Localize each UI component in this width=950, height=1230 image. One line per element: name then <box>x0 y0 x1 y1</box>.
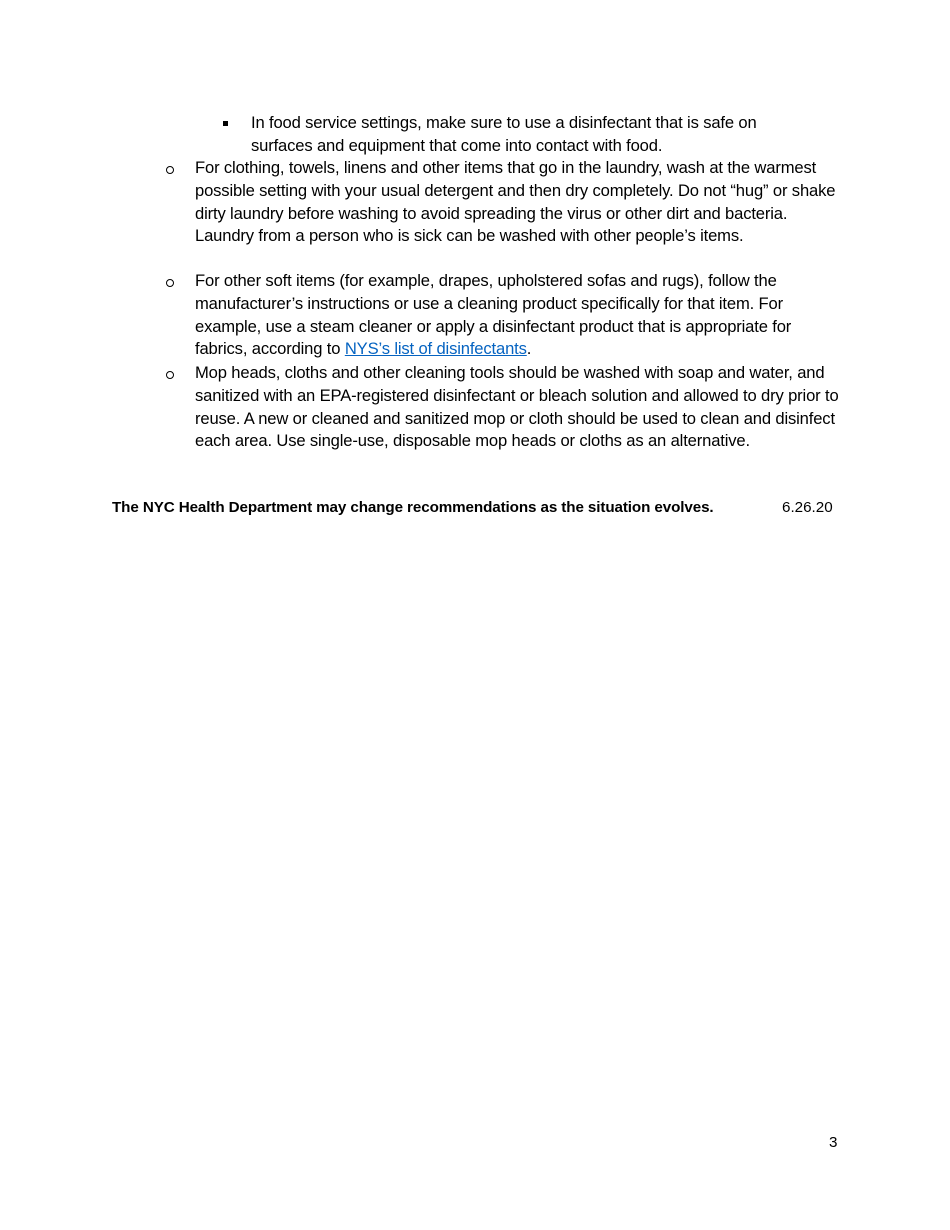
circle-bullet-icon <box>166 270 178 287</box>
square-bullet-icon <box>223 112 231 126</box>
soft-items-text: For other soft items (for example, drapes, upholstered sofas and rugs), follow the manufacturer’s instructions or use a cleaning product specifically for that item. For example, use a steam cleaner or apply a disinfectant product that is appropriate for fabrics, according to <box>195 271 792 359</box>
circle-bullet-icon <box>166 157 178 174</box>
list-item-text: For clothing, towels, linens and other items that go in the laundry, wash at the warmest possible setting with your usual detergent and then dry completely. Do not “hug” or shake dirty laundry before washing to avoid spreading the virus or other dirt and bacteria. Laundry from a person who is sick can be washed with other people’s items. <box>195 158 836 246</box>
circle-bullet-icon <box>166 362 178 379</box>
list-item-text: Mop heads, cloths and other cleaning tools should be washed with soap and water, and sanitized with an EPA-registered disinfectant or bleach solution and allowed to dry prior to reuse. A new or cleaned and sanitized mop or cloth should be used to clean and disinfect each area. Use single-use, disposable mop heads or cloths as an alternative. <box>195 363 839 451</box>
list-item-laundry <box>195 157 845 248</box>
page-number: 3 <box>829 1134 838 1151</box>
list-item-soft-items <box>195 270 845 361</box>
soft-items-period: . <box>526 339 532 359</box>
list-item-text <box>195 270 845 361</box>
list-item-text: In food service settings, make sure to use a disinfectant that is safe on surfaces and equipment that come into contact with food. <box>251 113 757 155</box>
nys-disinfectants-link[interactable]: NYS’s list of disinfectants <box>344 339 527 359</box>
footer-date: 6.26.20 <box>782 499 833 516</box>
list-item-food-service <box>251 112 811 158</box>
list-item-mop-heads <box>195 362 845 453</box>
footer-note: The NYC Health Department may change recommendations as the situation evolves. <box>112 499 714 516</box>
